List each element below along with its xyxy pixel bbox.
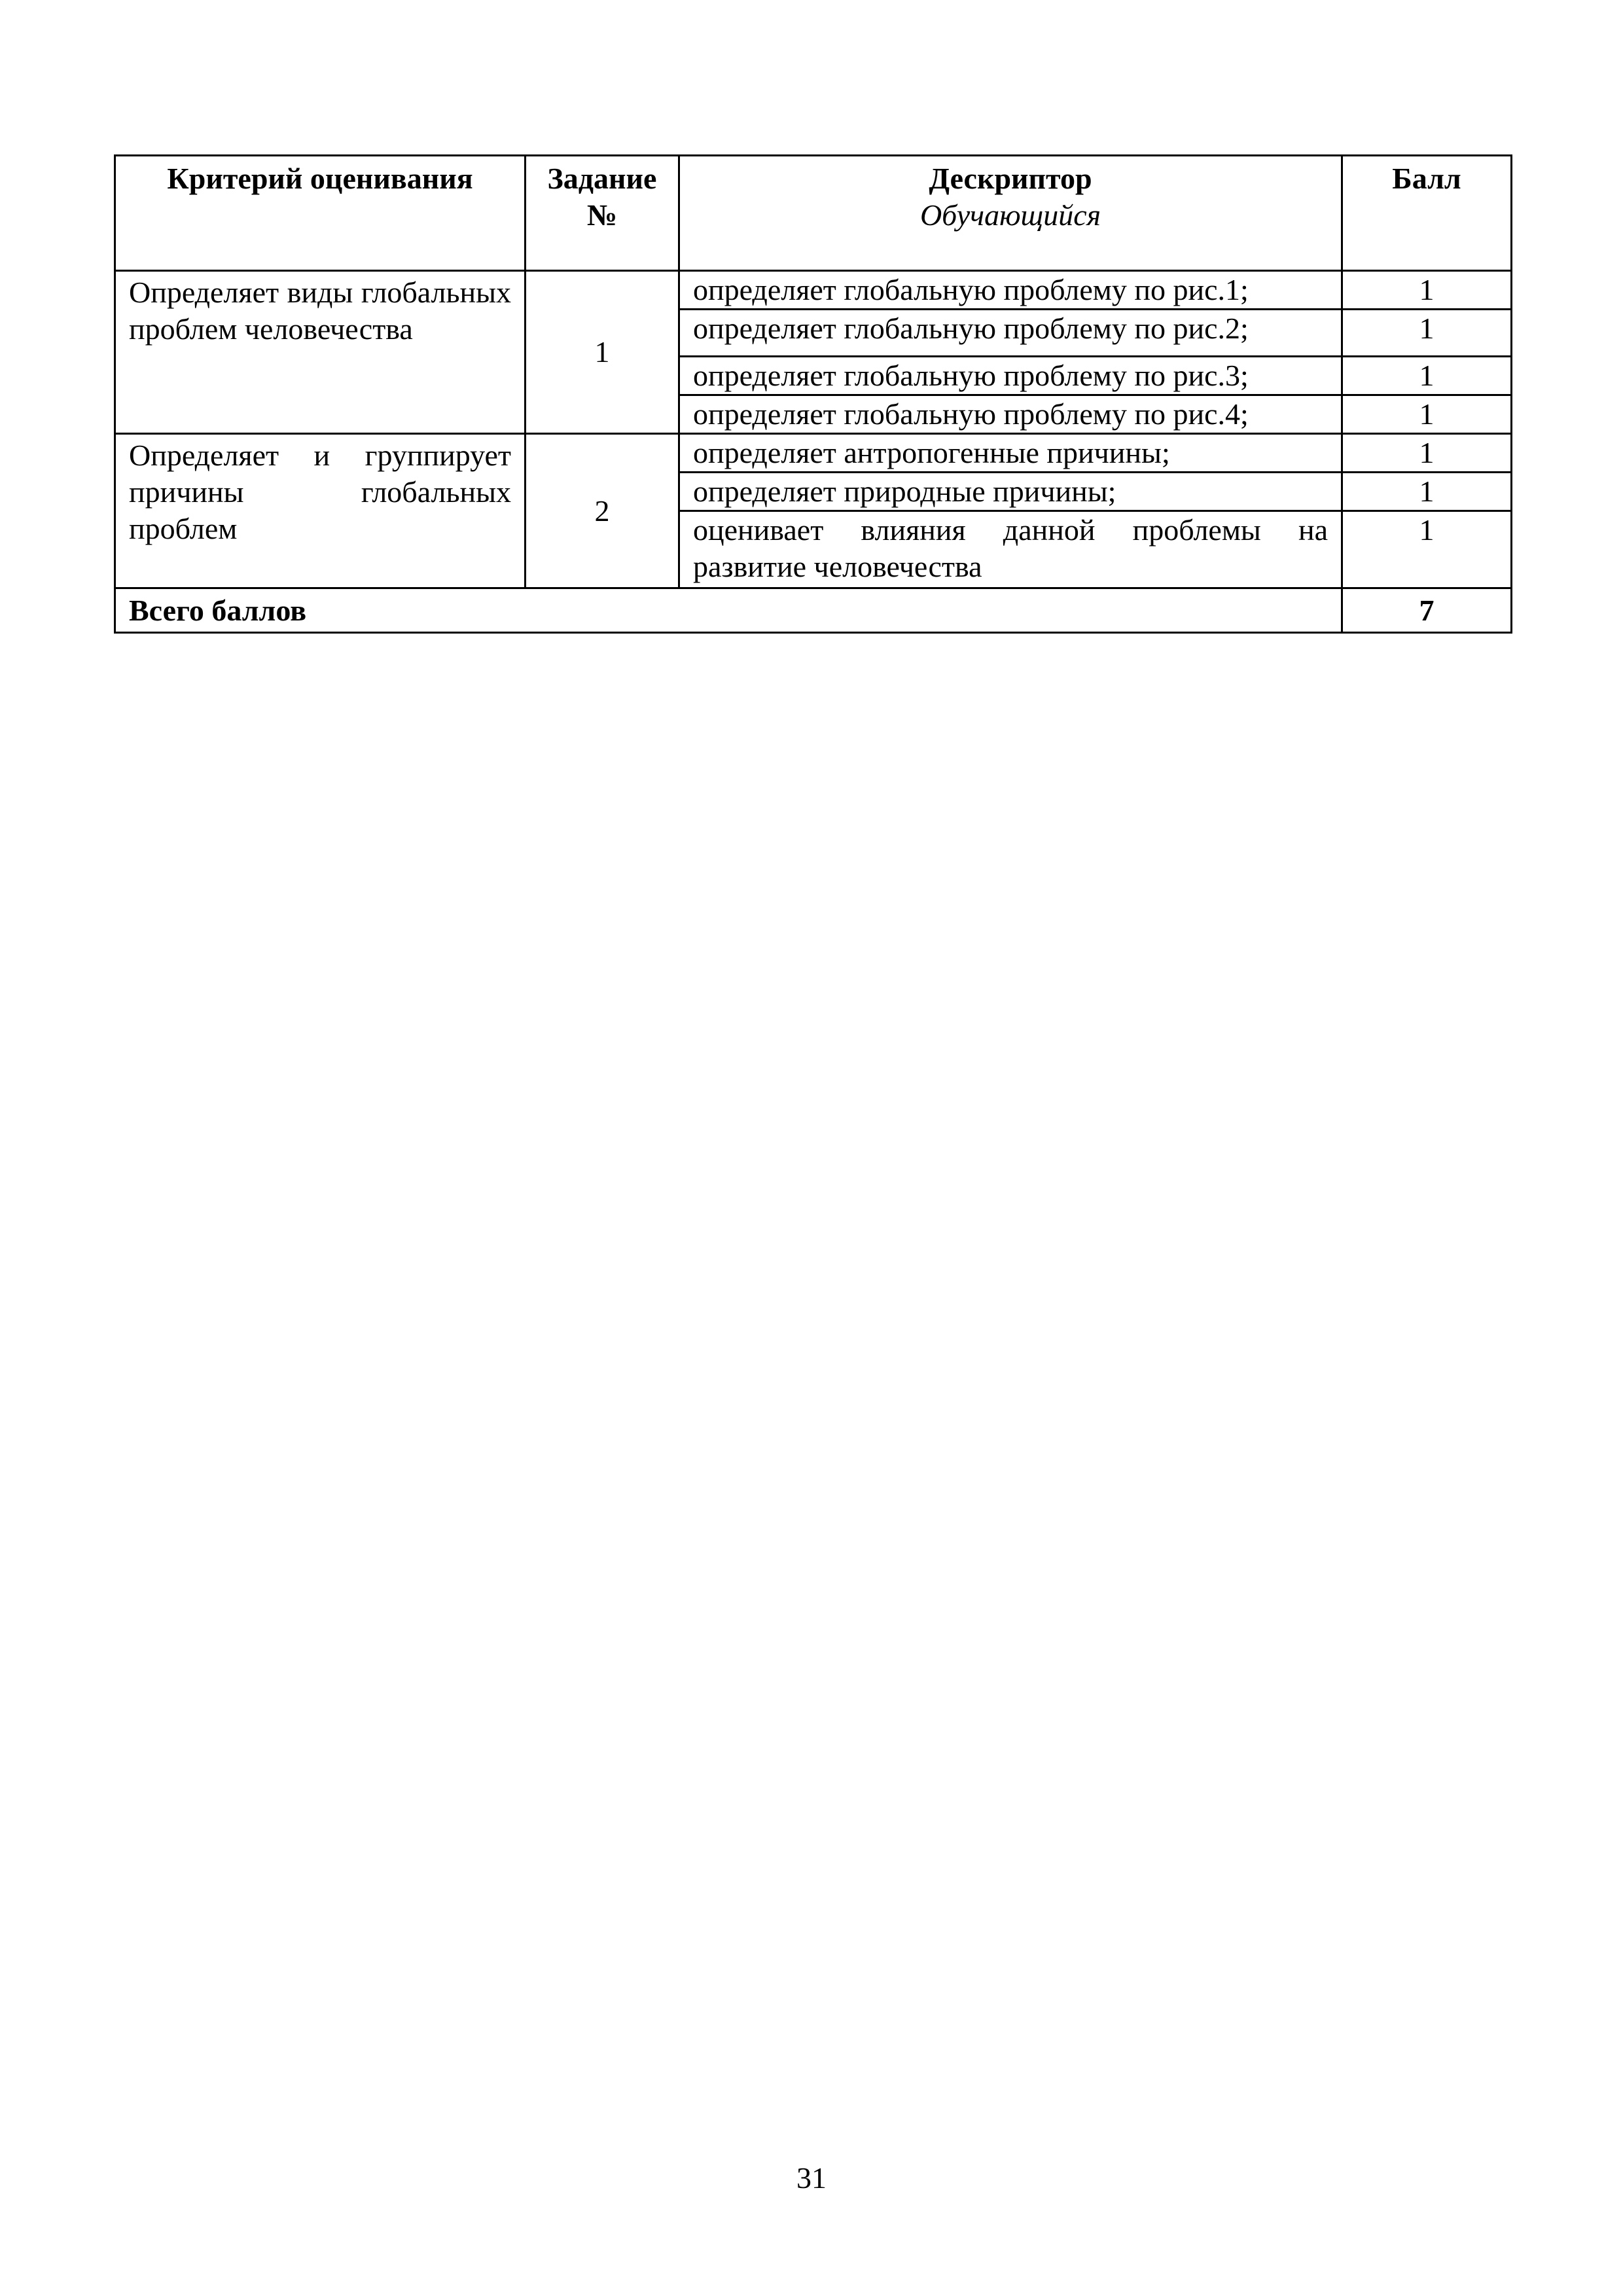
criterion-cell: Определяет и группирует причины глобальных проблем [115, 434, 526, 588]
assessment-rubric-table [114, 154, 1512, 634]
table-row [115, 271, 1512, 310]
criterion-cell: Определяет виды глобальных проблем человечества [115, 271, 526, 434]
descriptor-cell: определяет глобальную проблему по рис.4; [679, 395, 1342, 434]
descriptor-cell: определяет природные причины; [679, 473, 1342, 511]
header-descriptor-label: Дескриптор [929, 162, 1092, 195]
points-cell: 1 [1342, 511, 1512, 588]
points-cell: 1 [1342, 395, 1512, 434]
table-header-row [115, 156, 1512, 271]
descriptor-cell: определяет глобальную проблему по рис.2; [679, 310, 1342, 357]
header-points: Балл [1342, 156, 1512, 271]
header-task [526, 156, 679, 271]
task-number-cell: 2 [526, 434, 679, 588]
header-criterion: Критерий оценивания [115, 156, 526, 271]
task-number-cell: 1 [526, 271, 679, 434]
total-label: Всего баллов [115, 588, 1342, 633]
page-number: 31 [796, 2161, 827, 2195]
header-descriptor [679, 156, 1342, 271]
descriptor-cell: определяет глобальную проблему по рис.1; [679, 271, 1342, 310]
points-cell: 1 [1342, 310, 1512, 357]
header-descriptor-subtitle: Обучающийся [919, 198, 1101, 232]
total-row [115, 588, 1512, 633]
header-task-number-sign: № [586, 198, 618, 232]
points-cell: 1 [1342, 473, 1512, 511]
table-row [115, 434, 1512, 473]
total-value: 7 [1342, 588, 1512, 633]
points-cell: 1 [1342, 357, 1512, 395]
header-task-label: Задание [547, 162, 657, 195]
points-cell: 1 [1342, 434, 1512, 473]
points-cell: 1 [1342, 271, 1512, 310]
descriptor-cell: определяет антропогенные причины; [679, 434, 1342, 473]
descriptor-cell: оценивает влияния данной проблемы на развитие человечества [679, 511, 1342, 588]
descriptor-cell: определяет глобальную проблему по рис.3; [679, 357, 1342, 395]
